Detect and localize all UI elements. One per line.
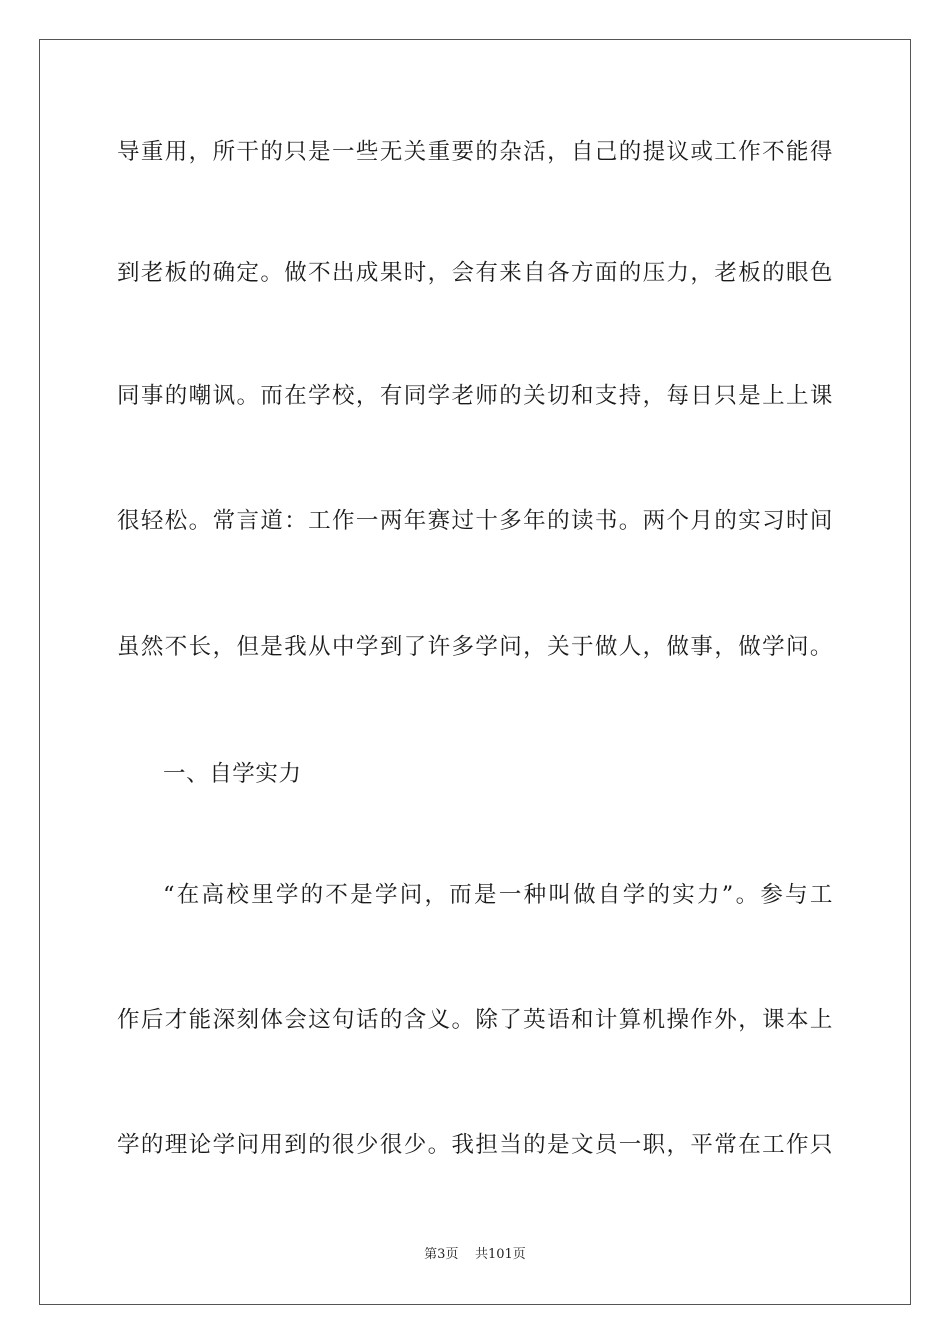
page-total: 共101页 <box>474 1247 526 1262</box>
page-footer <box>0 1246 950 1264</box>
page-number: 第3页 <box>424 1247 459 1262</box>
text-line: 导重用，所干的只是一些无关重要的杂活，自己的提议或工作不能得 <box>117 139 833 165</box>
text-line: “在高校里学的不是学问，而是一种叫做自学的实力”。参与工 <box>163 882 833 908</box>
text-line: 学的理论学问用到的很少很少。我担当的是文员一职，平常在工作只 <box>117 1132 833 1158</box>
text-line: 很轻松。常言道：工作一两年赛过十多年的读书。两个月的实习时间 <box>117 508 833 534</box>
text-line: 同事的嘲讽。而在学校，有同学老师的关切和支持，每日只是上上课 <box>117 383 833 409</box>
text-line: 作后才能深刻体会这句话的含义。除了英语和计算机操作外，课本上 <box>117 1007 833 1033</box>
section-heading: 一、自学实力 <box>163 761 302 787</box>
text-line: 虽然不长，但是我从中学到了许多学问，关于做人，做事，做学问。 <box>117 634 833 660</box>
page-border <box>39 39 911 1305</box>
text-line: 到老板的确定。做不出成果时，会有来自各方面的压力，老板的眼色 <box>117 260 833 286</box>
